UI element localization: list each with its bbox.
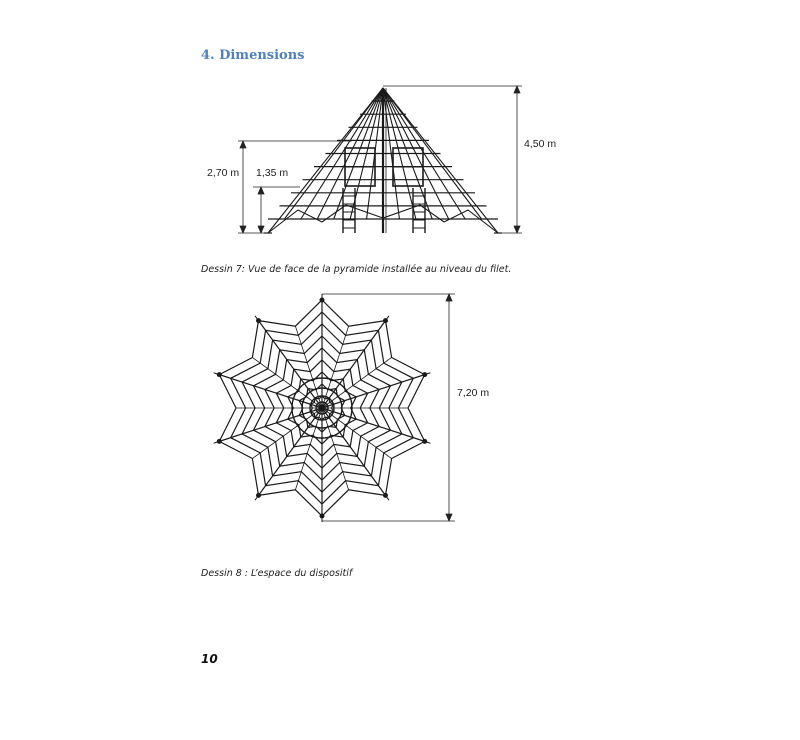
figure-caption-front-view: Dessin 7: Vue de face de la pyramide installée au niveau du filet. xyxy=(201,264,512,275)
dimension-label-platform-height: 2,70 m xyxy=(207,167,240,179)
dimension-label-total-height: 4,50 m xyxy=(524,138,557,150)
dimension-label-diameter: 7,20 m xyxy=(457,387,490,399)
section-title: 4. Dimensions xyxy=(201,48,305,63)
page-number: 10 xyxy=(201,652,218,666)
figure-caption-top-view: Dessin 8 : L’espace du dispositif xyxy=(201,568,353,579)
dimension-label-lower-height: 1,35 m xyxy=(256,167,289,179)
